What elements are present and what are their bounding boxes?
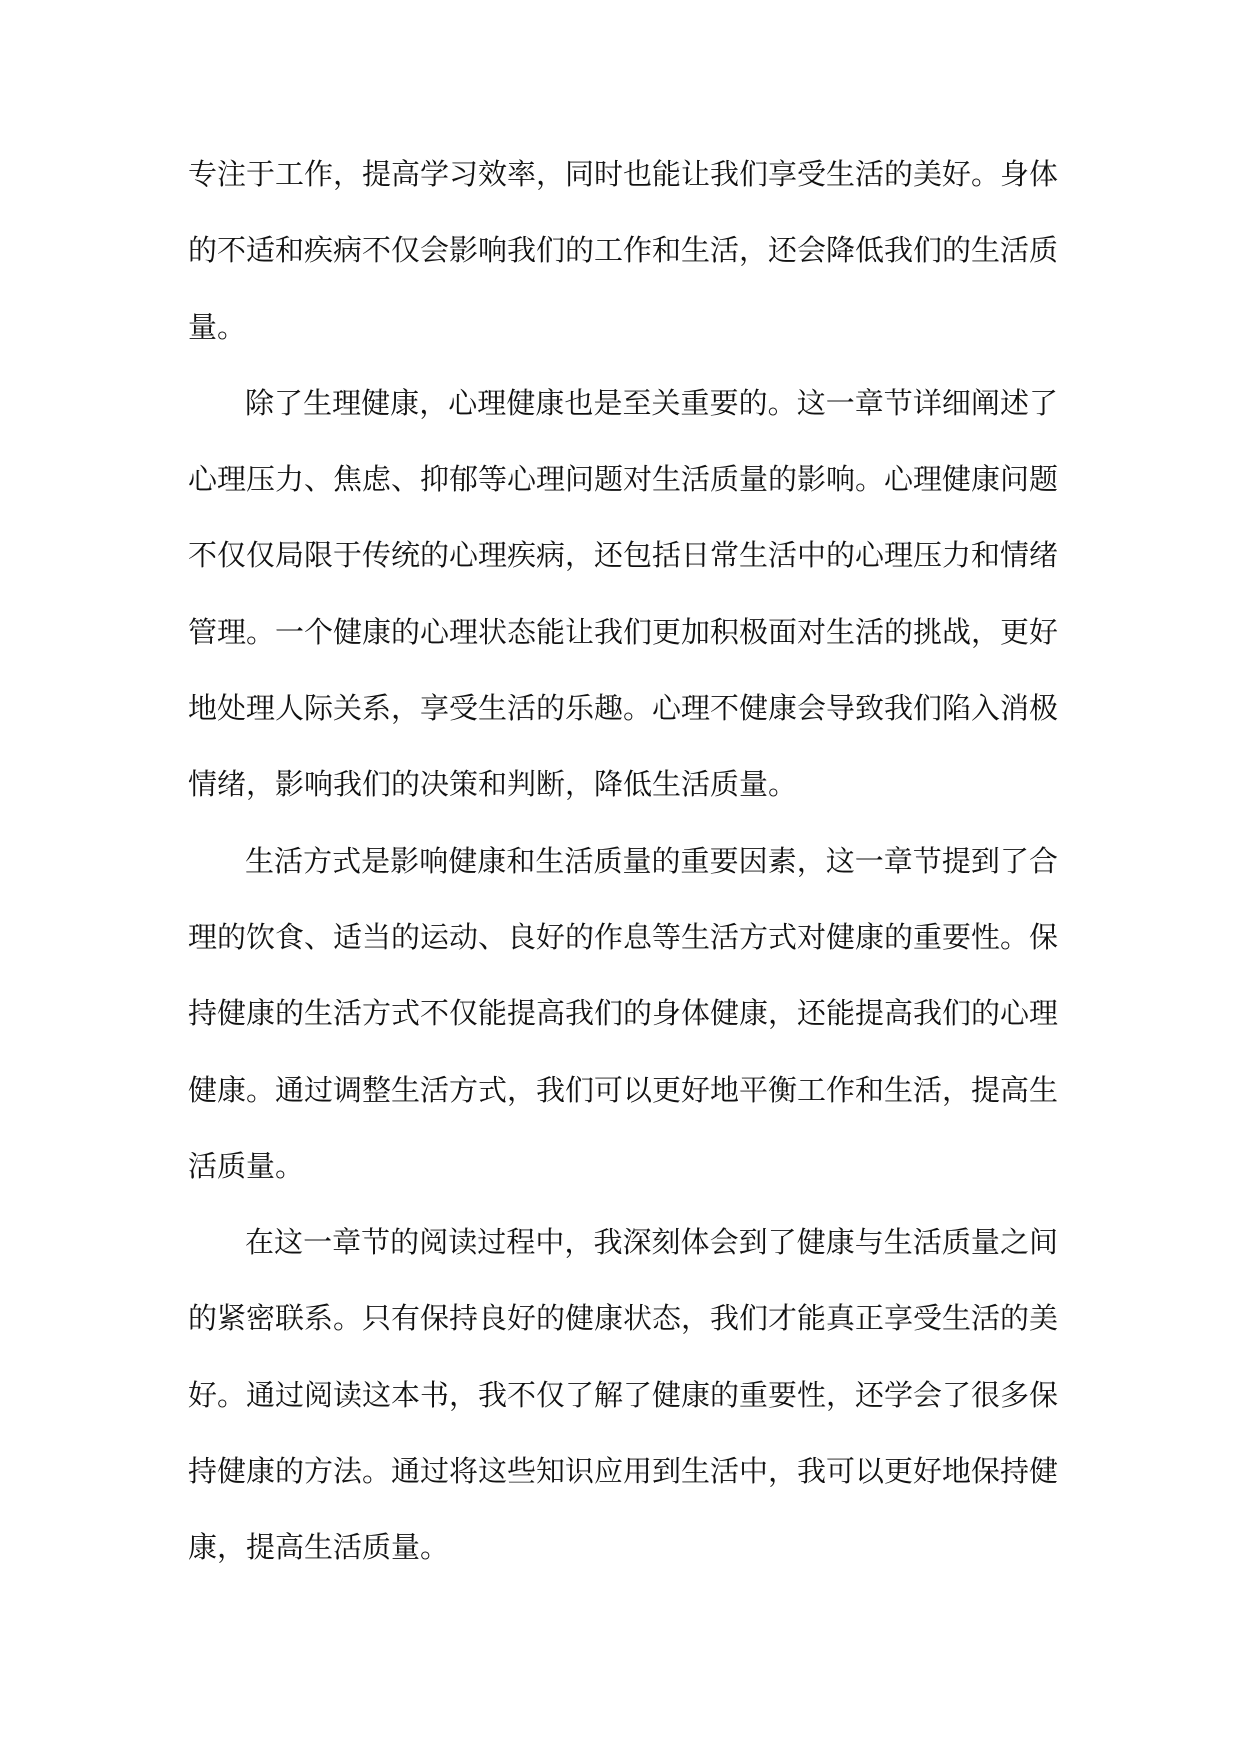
paragraph-line: 心理压力、焦虑、抑郁等心理问题对生活质量的影响。心理健康问题 xyxy=(188,462,1058,497)
paragraph-line: 管理。一个健康的心理状态能让我们更加积极面对生活的挑战，更好 xyxy=(188,614,1058,649)
paragraph-line: 地处理人际关系，享受生活的乐趣。心理不健康会导致我们陷入消极 xyxy=(188,691,1058,726)
paragraph-line: 好。通过阅读这本书，我不仅了解了健康的重要性，还学会了很多保 xyxy=(188,1377,1058,1412)
paragraph-line: 在这一章节的阅读过程中，我深刻体会到了健康与生活质量之间 xyxy=(245,1225,1058,1260)
paragraph-line: 不仅仅局限于传统的心理疾病，还包括日常生活中的心理压力和情绪 xyxy=(188,538,1058,573)
paragraph-line: 理的饮食、适当的运动、良好的作息等生活方式对健康的重要性。保 xyxy=(188,919,1058,954)
paragraph-line: 专注于工作，提高学习效率，同时也能让我们享受生活的美好。身体 xyxy=(188,157,1058,191)
paragraph-line: 情绪，影响我们的决策和判断，降低生活质量。 xyxy=(188,767,798,802)
paragraph-3 xyxy=(188,823,1058,1204)
paragraph-line: 的紧密联系。只有保持良好的健康状态，我们才能真正享受生活的美 xyxy=(188,1301,1058,1336)
paragraph-line: 活质量。 xyxy=(188,1148,305,1183)
paragraph-line: 的不适和疾病不仅会影响我们的工作和生活，还会降低我们的生活质 xyxy=(188,233,1058,268)
paragraph-line: 持健康的方法。通过将这些知识应用到生活中，我可以更好地保持健 xyxy=(188,1454,1058,1489)
paragraph-1 xyxy=(188,136,1058,365)
paragraph-line: 康，提高生活质量。 xyxy=(188,1530,450,1565)
paragraph-line: 持健康的生活方式不仅能提高我们的身体健康，还能提高我们的心理 xyxy=(188,996,1058,1031)
paragraph-line: 健康。通过调整生活方式，我们可以更好地平衡工作和生活，提高生 xyxy=(188,1072,1058,1107)
body-text xyxy=(188,136,1058,1586)
paragraph-line: 量。 xyxy=(188,309,247,344)
paragraph-line: 生活方式是影响健康和生活质量的重要因素，这一章节提到了合 xyxy=(245,843,1058,878)
paragraph-2 xyxy=(188,365,1058,823)
paragraph-4 xyxy=(188,1204,1058,1585)
paragraph-line: 除了生理健康，心理健康也是至关重要的。这一章节详细阐述了 xyxy=(245,385,1058,420)
